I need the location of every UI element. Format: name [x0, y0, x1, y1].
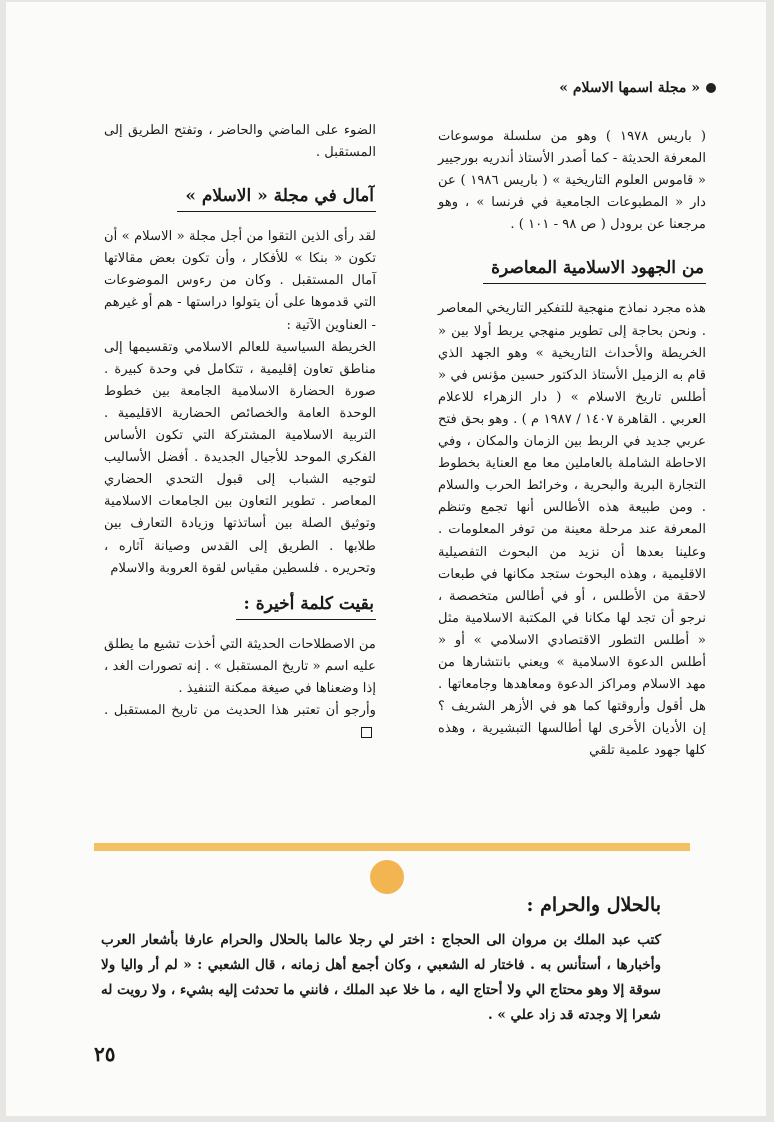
- section-heading-contemporary-efforts: من الجهود الاسلامية المعاصرة: [483, 254, 706, 284]
- last-word-paragraph-1: من الاصطلاحات الحديثة التي أخذت تشيع ما يطلق عليه اسم « تاريخ المستقبل » . إنه تصورات الغد ، إذا وضعناها في صيغة ممكنة التنفيذ .: [104, 636, 376, 696]
- box-title: بالحلال والحرام :: [526, 894, 661, 916]
- page-number: ٢٥: [94, 1042, 116, 1066]
- magazine-page: [6, 2, 766, 1116]
- hopes-paragraph-1: لقد رأى الذين التقوا من أجل مجلة « الاسلام » أن تكون « بنكا » للأفكار ، وأن تكون بعض مقالاتها آمال المستقبل . وكان من رءوس الموضوعات التي قدموها على أن يتولوا دراستها - هم أو غيرهم - العناوين الآتية :: [104, 229, 376, 333]
- right-body-paragraph: هذه مجرد نماذج منهجية للتفكير التاريخي المعاصر . ونحن بحاجة إلى تطوير منهجي يربط أولا بين « الخريطة والأحداث التاريخية » وهو الجهد الذي قام به الزميل الأستاذ الدكتور حسين مؤنس في « أطلس تاريخ الاسلام » ( دار الزهراء للاعلام العربي . القاهرة ١٤٠٧ / ١٩٨٧ م ) . وهو بحق فتح عربي جديد في الربط بين الزمان والمكان ، وفي الاحاطة الشاملة بالعاملين معا مع العناية بخطوط التجارة البرية والبحرية ، وخرائط الحرب والسلام . ومن طبيعة هذه الأطالس أنها تجمع وتنظم المعرفة عند مرحلة معينة من توفر المعلومات . وعلينا بعدها أن نزيد من البحوث التفصيلية الاقليمية ، وهذه البحوث ستجد مكانها في طبعات لاحقة من الأطلس ، أو في أطالس متخصصة ، نرجو أن تجد لها مكانا في المكتبة الاسلامية مثل « أطلس التطور الاقتصادي الاسلامي » أو « أطلس الدعوة الاسلامية » ويعني بانتشارها من مهد الاسلام ومراكز الدعوة ومعاهدها وجامعاتها . هل أقول وأروقتها كما هو في الأزهر الشريف ؟ إن الأديان الأخرى لها أطالسها التبشيرية ، وهذه كلها جهود علمية تلقي: [438, 301, 706, 759]
- left-column: [104, 120, 376, 744]
- right-column: [438, 126, 706, 762]
- hopes-paragraph-2: الخريطة السياسية للعالم الاسلامي وتقسيمها إلى مناطق تعاون إقليمية ، تتكامل في وحدة كبيرة . صورة الحضارة الاسلامية الجامعة بين خطوط الوحدة العامة والخصائص الحضارية الاقليمية . التربية الاسلامية المشتركة التي تكون الأساس الفكري الموحد للأجيال الجديدة . أفضل الأساليب لتوجيه الشباب إلى قبول التحدي الحضاري المعاصر . تطوير التعاون بين الجامعات الاسلامية وتوثيق الصلة بين أساتذتها وزيادة التعارف بين طلابها . الطريق إلى القدس وصيانة آثاره ، وتحريره . فلسطين مقياس لقوة العروبة والاسلام: [104, 339, 376, 576]
- end-mark-icon: [361, 727, 372, 738]
- decorative-circle: [370, 860, 404, 894]
- last-word-paragraph-2: وأرجو أن تعتبر هذا الحديث من تاريخ المستقبل .: [104, 700, 376, 744]
- bullet-icon: [706, 83, 716, 93]
- right-intro-paragraph: ( باريس ١٩٧٨ ) وهو من سلسلة موسوعات المعرفة الحديثة - كما أصدر الأستاذ أندريه بورجيير « قاموس العلوم التاريخية » ( باريس ١٩٨٦ ) عن دار « المطبوعات الجامعية في فرنسا » ، وهو مرجعنا عن برودل ( ص ٩٨ - ١٠١ ) .: [438, 129, 706, 233]
- running-head-text: « مجلة اسمها الاسلام »: [559, 80, 700, 96]
- section-heading-hopes: آمال في مجلة « الاسلام »: [177, 182, 376, 212]
- running-head: [559, 80, 716, 96]
- divider-bar: [94, 843, 690, 851]
- section-heading-last-word: بقيت كلمة أخيرة :: [236, 590, 377, 620]
- box-text: كتب عبد الملك بن مروان الى الحجاج : اختر لي رجلا عالما بالحلال والحرام عارفا بأشعار العرب وأخبارها ، أستأنس به . فاختار له الشعبي ، وكان أجمع أهل زمانه ، قال الشعبي : « لم أر واليا ولا سوقة إلا وهو محتاج الي ولا أحتاج اليه ، ما خلا عبد الملك ، فانني ما تحدثت إليه بشيء ، ولا رويت له شعرا إلا وجدته قد زاد علي » .: [101, 932, 661, 1023]
- left-intro-paragraph: الضوء على الماضي والحاضر ، وتفتح الطريق إلى المستقبل .: [104, 123, 376, 161]
